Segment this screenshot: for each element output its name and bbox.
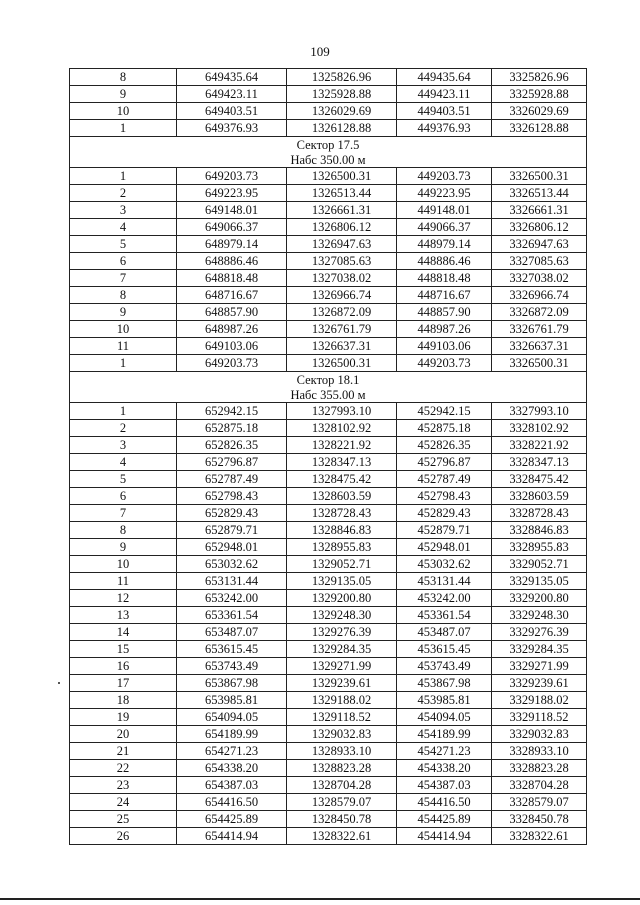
coordinate-cell: 652826.35	[177, 437, 287, 454]
coordinate-cell: 449403.51	[397, 103, 492, 120]
coordinate-cell: 3326661.31	[492, 202, 587, 219]
point-number-cell: 9	[70, 304, 177, 321]
coordinate-cell: 3328221.92	[492, 437, 587, 454]
coordinate-cell: 3326128.88	[492, 120, 587, 137]
coordinate-cell: 1326947.63	[287, 236, 397, 253]
coordinate-cell: 1328579.07	[287, 794, 397, 811]
coordinate-cell: 649203.73	[177, 355, 287, 372]
coordinate-cell: 3326947.63	[492, 236, 587, 253]
coordinate-cell: 453615.45	[397, 641, 492, 658]
coordinate-cell: 1327038.02	[287, 270, 397, 287]
coordinate-cell: 448886.46	[397, 253, 492, 270]
coordinate-cell: 3329188.02	[492, 692, 587, 709]
coordinate-cell: 649148.01	[177, 202, 287, 219]
page-number: 109	[310, 44, 330, 59]
coordinate-cell: 454271.23	[397, 743, 492, 760]
coordinate-cell: 1326966.74	[287, 287, 397, 304]
coordinate-cell: 654094.05	[177, 709, 287, 726]
coordinate-cell: 3326500.31	[492, 355, 587, 372]
point-number-cell: 4	[70, 219, 177, 236]
coordinate-cell: 1328322.61	[287, 828, 397, 845]
table-row	[70, 641, 587, 658]
coordinate-cell: 454094.05	[397, 709, 492, 726]
coordinate-cell: 648716.67	[177, 287, 287, 304]
point-number-cell: 2	[70, 185, 177, 202]
point-number-cell: 1	[70, 168, 177, 185]
coordinate-cell: 454414.94	[397, 828, 492, 845]
coordinate-cell: 3329032.83	[492, 726, 587, 743]
point-number-cell: 5	[70, 236, 177, 253]
point-number-cell: 3	[70, 437, 177, 454]
point-number-cell: 6	[70, 488, 177, 505]
sector-height: Набс 355.00 м	[70, 387, 587, 403]
coordinate-cell: 452879.71	[397, 522, 492, 539]
coordinate-cell: 3328704.28	[492, 777, 587, 794]
sector-title-row	[70, 372, 587, 388]
table-row	[70, 760, 587, 777]
coordinate-cell: 3329135.05	[492, 573, 587, 590]
table-row	[70, 236, 587, 253]
coordinate-cell: 449223.95	[397, 185, 492, 202]
coordinate-cell: 1329188.02	[287, 692, 397, 709]
coordinate-cell: 3328579.07	[492, 794, 587, 811]
coordinate-cell: 3328728.43	[492, 505, 587, 522]
coordinate-cell: 654416.50	[177, 794, 287, 811]
coordinate-cell: 453487.07	[397, 624, 492, 641]
coordinate-cell: 3328102.92	[492, 420, 587, 437]
coordinate-cell: 3329284.35	[492, 641, 587, 658]
page-bottom-edge	[0, 898, 640, 900]
coordinate-cell: 652829.43	[177, 505, 287, 522]
table-row	[70, 709, 587, 726]
coordinate-cell: 1327085.63	[287, 253, 397, 270]
coordinate-cell: 448987.26	[397, 321, 492, 338]
coordinate-cell: 3328846.83	[492, 522, 587, 539]
table-row	[70, 471, 587, 488]
table-row	[70, 522, 587, 539]
coordinate-cell: 652942.15	[177, 403, 287, 420]
coordinate-cell: 3326513.44	[492, 185, 587, 202]
table-row	[70, 403, 587, 420]
coordinate-cell: 3326029.69	[492, 103, 587, 120]
coordinate-cell: 1329239.61	[287, 675, 397, 692]
coordinate-cell: 1329118.52	[287, 709, 397, 726]
sector-title: Сектор 17.5	[70, 137, 587, 153]
coordinate-cell: 452798.43	[397, 488, 492, 505]
coordinate-cell: 3328347.13	[492, 454, 587, 471]
table-row	[70, 590, 587, 607]
coordinate-cell: 1328102.92	[287, 420, 397, 437]
table-row	[70, 828, 587, 845]
coordinate-cell: 653131.44	[177, 573, 287, 590]
coordinate-cell: 653615.45	[177, 641, 287, 658]
coordinate-cell: 3329248.30	[492, 607, 587, 624]
coordinate-cell: 652879.71	[177, 522, 287, 539]
coordinate-cell: 3325928.88	[492, 86, 587, 103]
coordinate-cell: 1329271.99	[287, 658, 397, 675]
point-number-cell: 26	[70, 828, 177, 845]
coordinate-cell: 1326500.31	[287, 355, 397, 372]
coordinate-cell: 1328728.43	[287, 505, 397, 522]
coordinate-cell: 453242.00	[397, 590, 492, 607]
coordinate-cell: 1326128.88	[287, 120, 397, 137]
coordinate-cell: 1325928.88	[287, 86, 397, 103]
coordinate-cell: 653867.98	[177, 675, 287, 692]
coordinate-cell: 1328933.10	[287, 743, 397, 760]
coordinate-cell: 453867.98	[397, 675, 492, 692]
table-row	[70, 270, 587, 287]
coordinate-cell: 1327993.10	[287, 403, 397, 420]
coordinate-cell: 449203.73	[397, 168, 492, 185]
coordinate-cell: 653242.00	[177, 590, 287, 607]
sector-height-row	[70, 387, 587, 403]
point-number-cell: 24	[70, 794, 177, 811]
coordinate-cell: 454425.89	[397, 811, 492, 828]
table-row	[70, 168, 587, 185]
coordinate-cell: 452948.01	[397, 539, 492, 556]
point-number-cell: 13	[70, 607, 177, 624]
point-number-cell: 17	[70, 675, 177, 692]
coordinate-cell: 3325826.96	[492, 69, 587, 86]
coordinate-cell: 1326637.31	[287, 338, 397, 355]
table-row	[70, 69, 587, 86]
point-number-cell: 21	[70, 743, 177, 760]
coordinate-cell: 452829.43	[397, 505, 492, 522]
coordinate-cell: 1329052.71	[287, 556, 397, 573]
point-number-cell: 23	[70, 777, 177, 794]
coordinate-cell: 3327038.02	[492, 270, 587, 287]
point-number-cell: 18	[70, 692, 177, 709]
table-row	[70, 304, 587, 321]
coordinate-cell: 3329052.71	[492, 556, 587, 573]
coordinate-cell: 448818.48	[397, 270, 492, 287]
coordinate-cell: 454189.99	[397, 726, 492, 743]
coordinate-cell: 1328347.13	[287, 454, 397, 471]
coordinate-cell: 1329248.30	[287, 607, 397, 624]
table-row	[70, 454, 587, 471]
coordinate-cell: 3328603.59	[492, 488, 587, 505]
coordinate-cell: 649376.93	[177, 120, 287, 137]
coordinate-cell: 454338.20	[397, 760, 492, 777]
coordinate-cell: 3329200.80	[492, 590, 587, 607]
point-number-cell: 3	[70, 202, 177, 219]
table-row	[70, 624, 587, 641]
table-row	[70, 539, 587, 556]
coordinate-cell: 1329284.35	[287, 641, 397, 658]
coordinate-cell: 1326661.31	[287, 202, 397, 219]
coordinate-cell: 453032.62	[397, 556, 492, 573]
coordinate-cell: 653361.54	[177, 607, 287, 624]
point-number-cell: 1	[70, 403, 177, 420]
coordinate-cell: 3327085.63	[492, 253, 587, 270]
point-number-cell: 20	[70, 726, 177, 743]
point-number-cell: 9	[70, 539, 177, 556]
coordinate-cell: 1329032.83	[287, 726, 397, 743]
coordinate-cell: 648857.90	[177, 304, 287, 321]
coordinate-cell: 454387.03	[397, 777, 492, 794]
coordinate-cell: 1328955.83	[287, 539, 397, 556]
point-number-cell: 4	[70, 454, 177, 471]
coordinate-cell: 1326500.31	[287, 168, 397, 185]
table-row	[70, 607, 587, 624]
coordinate-cell: 1328221.92	[287, 437, 397, 454]
table-row	[70, 185, 587, 202]
point-number-cell: 5	[70, 471, 177, 488]
coordinate-cell: 452942.15	[397, 403, 492, 420]
coordinate-cell: 3329276.39	[492, 624, 587, 641]
coordinate-cell: 654425.89	[177, 811, 287, 828]
point-number-cell: 8	[70, 522, 177, 539]
coordinate-cell: 448716.67	[397, 287, 492, 304]
coordinate-cell: 653487.07	[177, 624, 287, 641]
coordinate-cell: 1329200.80	[287, 590, 397, 607]
sector-title: Сектор 18.1	[70, 372, 587, 388]
coordinate-cell: 654271.23	[177, 743, 287, 760]
coordinate-cell: 449148.01	[397, 202, 492, 219]
coordinate-cell: 452875.18	[397, 420, 492, 437]
coordinate-cell: 3326966.74	[492, 287, 587, 304]
table-row	[70, 120, 587, 137]
coordinate-cell: 3329271.99	[492, 658, 587, 675]
coordinate-cell: 3327993.10	[492, 403, 587, 420]
coordinate-cell: 654189.99	[177, 726, 287, 743]
point-number-cell: 1	[70, 120, 177, 137]
table-row	[70, 743, 587, 760]
coordinate-cell: 649435.64	[177, 69, 287, 86]
coordinate-cell: 3329118.52	[492, 709, 587, 726]
coordinate-cell: 3328823.28	[492, 760, 587, 777]
table-row	[70, 692, 587, 709]
point-number-cell: 15	[70, 641, 177, 658]
coordinate-cell: 652798.43	[177, 488, 287, 505]
point-number-cell: 2	[70, 420, 177, 437]
coordinate-cell: 1329276.39	[287, 624, 397, 641]
coordinate-cell: 1328704.28	[287, 777, 397, 794]
point-number-cell: 7	[70, 270, 177, 287]
coordinate-cell: 453131.44	[397, 573, 492, 590]
table-row	[70, 287, 587, 304]
table-row	[70, 658, 587, 675]
coordinate-cell: 449376.93	[397, 120, 492, 137]
coordinate-cell: 1326872.09	[287, 304, 397, 321]
sector-title-row	[70, 137, 587, 153]
table-row	[70, 505, 587, 522]
coordinate-cell: 648818.48	[177, 270, 287, 287]
coordinate-cell: 652948.01	[177, 539, 287, 556]
coordinate-cell: 449066.37	[397, 219, 492, 236]
table-row	[70, 573, 587, 590]
coordinate-cell: 449435.64	[397, 69, 492, 86]
coordinate-cell: 1326761.79	[287, 321, 397, 338]
coordinate-cell: 448979.14	[397, 236, 492, 253]
coordinate-cell: 449423.11	[397, 86, 492, 103]
coordinate-cell: 454416.50	[397, 794, 492, 811]
point-number-cell: 8	[70, 287, 177, 304]
point-number-cell: 6	[70, 253, 177, 270]
table-row	[70, 103, 587, 120]
point-number-cell: 9	[70, 86, 177, 103]
coordinate-cell: 1328475.42	[287, 471, 397, 488]
coordinate-cell: 3326872.09	[492, 304, 587, 321]
coordinate-cell: 3329239.61	[492, 675, 587, 692]
point-number-cell: 25	[70, 811, 177, 828]
coordinate-cell: 653985.81	[177, 692, 287, 709]
coordinate-cell: 1328450.78	[287, 811, 397, 828]
coordinate-cell: 648979.14	[177, 236, 287, 253]
coordinate-cell: 648987.26	[177, 321, 287, 338]
table-row	[70, 219, 587, 236]
sector-height: Набс 350.00 м	[70, 152, 587, 168]
coordinate-cell: 1326513.44	[287, 185, 397, 202]
coordinate-cell: 3326500.31	[492, 168, 587, 185]
coordinate-cell: 649203.73	[177, 168, 287, 185]
table-row	[70, 777, 587, 794]
coordinate-cell: 649103.06	[177, 338, 287, 355]
coordinate-cell: 452826.35	[397, 437, 492, 454]
table-row	[70, 338, 587, 355]
coordinate-cell: 453985.81	[397, 692, 492, 709]
coordinate-cell: 649066.37	[177, 219, 287, 236]
coordinate-cell: 652875.18	[177, 420, 287, 437]
point-number-cell: 11	[70, 573, 177, 590]
coordinate-cell: 448857.90	[397, 304, 492, 321]
coordinate-cell: 654387.03	[177, 777, 287, 794]
point-number-cell: 12	[70, 590, 177, 607]
coordinate-cell: 3328933.10	[492, 743, 587, 760]
coordinate-cell: 453743.49	[397, 658, 492, 675]
table-row	[70, 811, 587, 828]
table-row	[70, 488, 587, 505]
point-number-cell: 1	[70, 355, 177, 372]
coordinate-cell: 649423.11	[177, 86, 287, 103]
coordinate-cell: 652796.87	[177, 454, 287, 471]
coordinate-cell: 3328450.78	[492, 811, 587, 828]
coordinate-cell: 648886.46	[177, 253, 287, 270]
coordinate-cell: 452787.49	[397, 471, 492, 488]
table-row	[70, 420, 587, 437]
coordinate-cell: 3326806.12	[492, 219, 587, 236]
table-row	[70, 321, 587, 338]
point-number-cell: 7	[70, 505, 177, 522]
coordinate-cell: 452796.87	[397, 454, 492, 471]
coordinate-cell: 649403.51	[177, 103, 287, 120]
coordinate-cell: 3326637.31	[492, 338, 587, 355]
coordinate-cell: 649223.95	[177, 185, 287, 202]
table-row	[70, 253, 587, 270]
coordinate-cell: 3326761.79	[492, 321, 587, 338]
point-number-cell: 11	[70, 338, 177, 355]
coordinates-table-body	[70, 69, 587, 845]
coordinate-cell: 652787.49	[177, 471, 287, 488]
point-number-cell: 10	[70, 556, 177, 573]
coordinate-cell: 654338.20	[177, 760, 287, 777]
coordinates-table	[69, 68, 587, 845]
coordinate-cell: 653032.62	[177, 556, 287, 573]
point-number-cell: 14	[70, 624, 177, 641]
coordinate-cell: 653743.49	[177, 658, 287, 675]
coordinate-cell: 1328603.59	[287, 488, 397, 505]
point-number-cell: 19	[70, 709, 177, 726]
table-row	[70, 794, 587, 811]
table-row	[70, 202, 587, 219]
coordinate-cell: 453361.54	[397, 607, 492, 624]
table-row	[70, 726, 587, 743]
coordinate-cell: 1326029.69	[287, 103, 397, 120]
coordinate-cell: 3328955.83	[492, 539, 587, 556]
coordinate-cell: 3328475.42	[492, 471, 587, 488]
coordinate-cell: 3328322.61	[492, 828, 587, 845]
coordinate-cell: 1329135.05	[287, 573, 397, 590]
coordinate-cell: 449203.73	[397, 355, 492, 372]
coordinate-cell: 1328846.83	[287, 522, 397, 539]
coordinate-cell: 1326806.12	[287, 219, 397, 236]
table-row	[70, 355, 587, 372]
table-row	[70, 86, 587, 103]
point-number-cell: 22	[70, 760, 177, 777]
point-number-cell: 8	[70, 69, 177, 86]
table-row	[70, 556, 587, 573]
table-row	[70, 437, 587, 454]
coordinate-cell: 449103.06	[397, 338, 492, 355]
point-number-cell: 16	[70, 658, 177, 675]
coordinate-cell: 1328823.28	[287, 760, 397, 777]
point-number-cell: 10	[70, 321, 177, 338]
coordinate-cell: 1325826.96	[287, 69, 397, 86]
scan-artifact	[58, 682, 60, 684]
point-number-cell: 10	[70, 103, 177, 120]
sector-height-row	[70, 152, 587, 168]
coordinate-cell: 654414.94	[177, 828, 287, 845]
table-row	[70, 675, 587, 692]
